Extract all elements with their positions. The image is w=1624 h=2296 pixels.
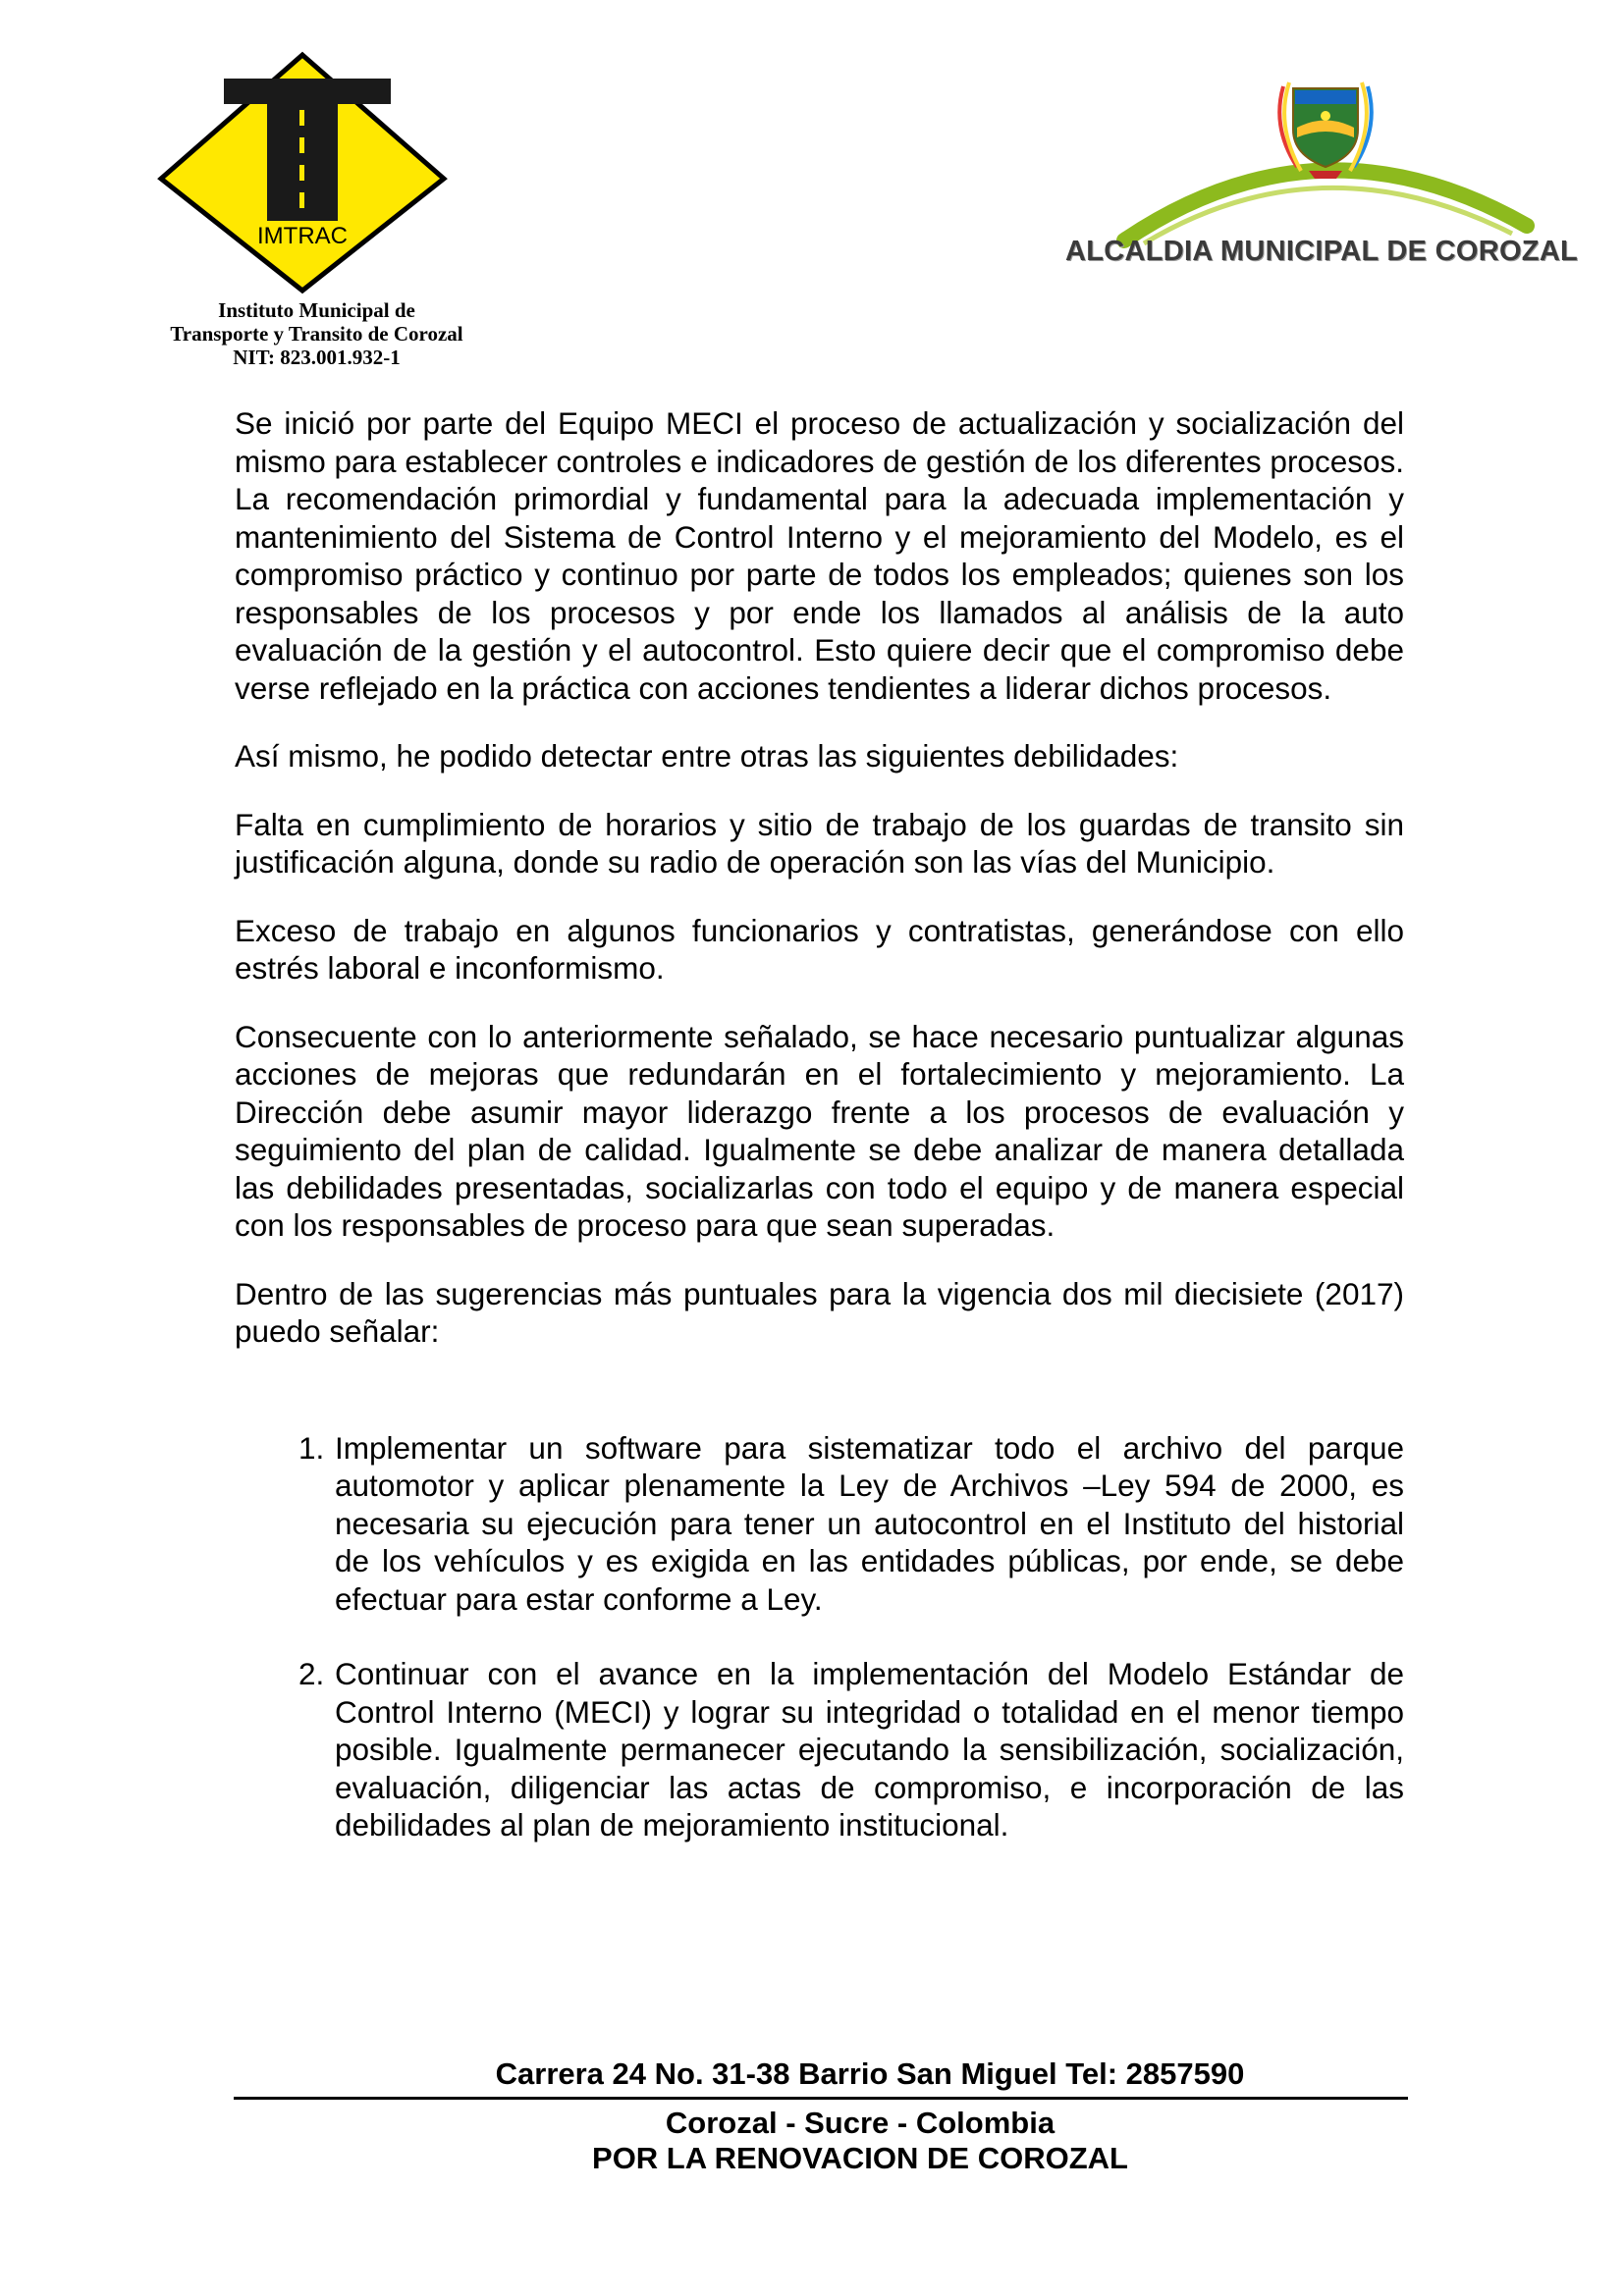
imtrac-logo bbox=[155, 49, 450, 296]
list-item: 1. Implementar un software para sistematizar todo el archivo del parque automotor y aplicar plenamente la Ley de Archivos –Ley 594 de 2000, es necesaria su ejecución para tener un autocontrol en el Instituto del historial de los vehículos y es exigida en las entidades públicas, por ende, se debe efectuar para estar conforme a Ley. bbox=[333, 1429, 1404, 1619]
paragraph: Consecuente con lo anteriormente señalado, se hace necesario puntualizar algunas acciones de mejoras que redundarán en el fortalecimiento y mejoramiento. La Dirección debe asumir mayor liderazgo frente a los procesos de evaluación y seguimiento del plan de calidad. Igualmente se debe analizar de manera detallada las debilidades presentadas, socializarlas con todo el equipo y de manera especial con los responsables de proceso para que sean superadas. bbox=[235, 1018, 1404, 1243]
paragraph: Se inició por parte del Equipo MECI el proceso de actualización y socialización del mismo para establecer controles e indicadores de gestión de los diferentes procesos. La recomendación primordial y fundamental para la adecuada implementación y mantenimiento del Sistema de Control Interno y el mejoramiento del Modelo, es el compromiso práctico y continuo por parte de todos los empleados; quienes son los responsables de los procesos y por ende los llamados al análisis de la auto evaluación de la gestión y el autocontrol. Esto quiere decir que el compromiso debe verse reflejado en la práctica con acciones tendientes a liderar dichos procesos. bbox=[235, 405, 1404, 706]
paragraph: Falta en cumplimiento de horarios y sitio de trabajo de los guardas de transito sin justificación alguna, donde su radio de operación son las vías del Municipio. bbox=[235, 806, 1404, 880]
coat-of-arms-icon bbox=[1279, 82, 1372, 179]
footer bbox=[234, 2056, 1408, 2176]
paragraph: Así mismo, he podido detectar entre otras las siguientes debilidades: bbox=[235, 738, 1179, 774]
institute-nit: NIT: 823.001.932-1 bbox=[233, 346, 401, 369]
institute-name-line-1: Instituto Municipal de bbox=[218, 298, 415, 322]
footer-slogan: POR LA RENOVACION DE COROZAL bbox=[592, 2141, 1128, 2175]
imtrac-logo-text: IMTRAC bbox=[257, 223, 348, 249]
footer-address: Carrera 24 No. 31-38 Barrio San Miguel Tel: 2857590 bbox=[495, 2056, 1245, 2091]
paragraph: Exceso de trabajo en algunos funcionarios y contratistas, generándose con ello estrés laboral e inconformismo. bbox=[235, 912, 1404, 986]
footer-city: Corozal - Sucre - Colombia bbox=[665, 2106, 1056, 2140]
document-body bbox=[235, 404, 1404, 1882]
alcaldia-name: ALCALDIA MUNICIPAL DE COROZAL bbox=[1065, 236, 1579, 267]
list-item: 2. Continuar con el avance en la implementación del Modelo Estándar de Control Interno (MECI) y lograr su integridad o totalidad en el menor tiempo posible. Igualmente permanecer ejecutando la sensibilización, socialización, evaluación, diligenciar las actas de compromiso, e incorporación de las debilidades al plan de mejoramiento institucional. bbox=[333, 1655, 1404, 1844]
institute-name-line-2: Transporte y Transito de Corozal bbox=[170, 322, 463, 346]
footer-divider bbox=[234, 2097, 1408, 2100]
paragraph: Dentro de las sugerencias más puntuales para la vigencia dos mil diecisiete (2017) puedo señalar: bbox=[235, 1275, 1404, 1349]
suggestions-list bbox=[235, 1429, 1404, 1844]
institute-caption bbox=[118, 298, 515, 369]
